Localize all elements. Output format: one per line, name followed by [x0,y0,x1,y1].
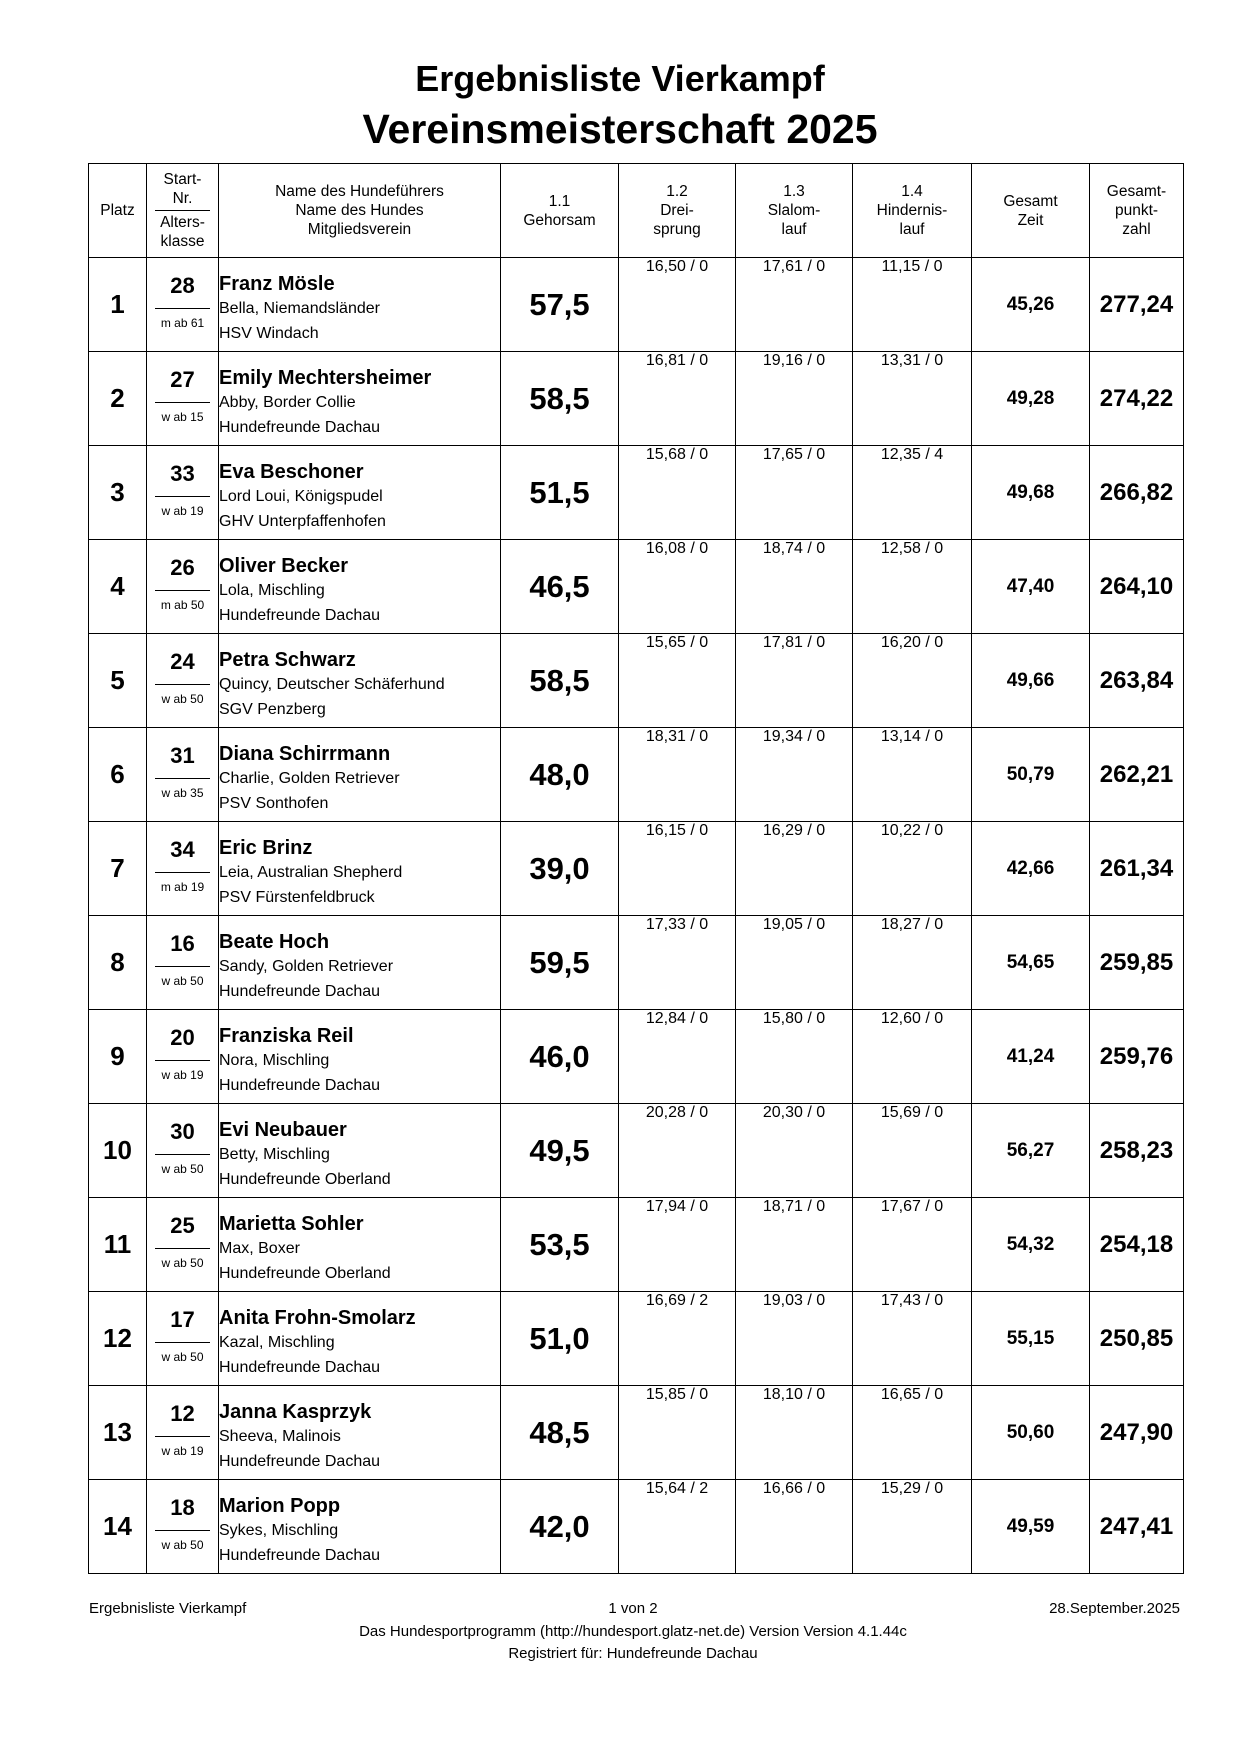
dreisprung-result: 12,84 / 0 [619,1010,736,1104]
start-cell [147,1386,219,1480]
table-row [89,446,1184,540]
slalom-result: 15,80 / 0 [736,1010,853,1104]
start-number: 31 [155,728,210,779]
slalom-result: 16,66 / 0 [736,1480,853,1574]
slalom-result: 19,34 / 0 [736,728,853,822]
verein-name: Hundefreunde Oberland [219,1265,391,1282]
hindernis-result: 16,20 / 0 [853,634,972,728]
platz-cell: 7 [89,822,147,916]
gesamtzeit-value: 56,27 [972,1104,1090,1198]
hundefuehrer-name: Oliver Becker [219,555,348,577]
platz-cell: 8 [89,916,147,1010]
platz-cell: 6 [89,728,147,822]
platz-cell: 9 [89,1010,147,1104]
header-name-line: Name des Hundeführers [275,183,444,200]
hindernis-result: 10,22 / 0 [853,822,972,916]
start-cell [147,1292,219,1386]
hund-name: Sandy, Golden Retriever [219,958,394,975]
verein-name: SGV Penzberg [219,701,326,718]
gehorsam-score: 59,5 [501,916,619,1010]
altersklasse: m ab 50 [160,598,205,612]
footer-software: Das Hundesportprogramm (http://hundesport.glatz-net.de) Version Version 4.1.44c [359,1623,907,1640]
start-cell [147,446,219,540]
table-row [89,1292,1184,1386]
name-cell [219,634,501,728]
header-dreisprung: 1.2 Drei- sprung [619,164,736,258]
hund-name: Charlie, Golden Retriever [219,770,400,787]
punktzahl-value: 266,82 [1090,446,1184,540]
hundefuehrer-name: Franz Mösle [219,273,335,295]
footer-title: Ergebnisliste Vierkampf [89,1600,247,1617]
platz-cell: 4 [89,540,147,634]
start-cell [147,634,219,728]
name-cell [219,258,501,352]
hund-name: Nora, Mischling [219,1052,330,1069]
hundefuehrer-name: Evi Neubauer [219,1119,347,1141]
hund-name: Max, Boxer [219,1240,300,1257]
punktzahl-value: 258,23 [1090,1104,1184,1198]
header-slalom: 1.3 Slalom- lauf [736,164,853,258]
name-cell [219,1198,501,1292]
hindernis-result: 12,60 / 0 [853,1010,972,1104]
punktzahl-value: 259,76 [1090,1010,1184,1104]
hundefuehrer-name: Franziska Reil [219,1025,354,1047]
gesamtzeit-value: 47,40 [972,540,1090,634]
altersklasse: w ab 50 [161,1538,204,1552]
header-platz: Platz [89,164,147,258]
dreisprung-result: 16,81 / 0 [619,352,736,446]
hund-name: Kazal, Mischling [219,1334,335,1351]
slalom-result: 18,71 / 0 [736,1198,853,1292]
gesamtzeit-value: 50,60 [972,1386,1090,1480]
gesamtzeit-value: 54,32 [972,1198,1090,1292]
start-number: 12 [155,1386,210,1437]
altersklasse: m ab 61 [160,316,205,330]
hindernis-result: 16,65 / 0 [853,1386,972,1480]
platz-cell: 14 [89,1480,147,1574]
altersklasse: w ab 50 [161,1162,204,1176]
hindernis-result: 13,14 / 0 [853,728,972,822]
verein-name: Hundefreunde Oberland [219,1171,391,1188]
name-cell [219,822,501,916]
results-table [88,163,1184,1574]
hindernis-result: 15,69 / 0 [853,1104,972,1198]
table-row [89,1010,1184,1104]
altersklasse: w ab 50 [161,692,204,706]
hundefuehrer-name: Anita Frohn-Smolarz [219,1307,416,1329]
table-row [89,634,1184,728]
slalom-result: 20,30 / 0 [736,1104,853,1198]
table-row [89,352,1184,446]
gehorsam-score: 58,5 [501,352,619,446]
gesamtzeit-value: 49,68 [972,446,1090,540]
slalom-result: 17,65 / 0 [736,446,853,540]
footer-date: 28.September.2025 [1049,1600,1180,1617]
hund-name: Lord Loui, Königspudel [219,488,383,505]
gesamtzeit-value: 49,66 [972,634,1090,728]
hundefuehrer-name: Marietta Sohler [219,1213,364,1235]
verein-name: Hundefreunde Dachau [219,1077,381,1094]
altersklasse: w ab 19 [161,1068,204,1082]
start-number: 17 [155,1292,210,1343]
name-cell [219,1386,501,1480]
gehorsam-score: 42,0 [501,1480,619,1574]
platz-cell: 12 [89,1292,147,1386]
hundefuehrer-name: Marion Popp [219,1495,341,1517]
name-cell [219,916,501,1010]
gesamtzeit-value: 45,26 [972,258,1090,352]
dreisprung-result: 20,28 / 0 [619,1104,736,1198]
punktzahl-value: 262,21 [1090,728,1184,822]
gehorsam-score: 46,5 [501,540,619,634]
altersklasse: w ab 15 [161,410,204,424]
name-cell [219,728,501,822]
name-cell [219,1292,501,1386]
verein-name: Hundefreunde Dachau [219,983,381,1000]
name-cell [219,1104,501,1198]
altersklasse: w ab 50 [161,974,204,988]
dreisprung-result: 16,15 / 0 [619,822,736,916]
dreisprung-result: 17,33 / 0 [619,916,736,1010]
altersklasse: w ab 19 [161,504,204,518]
gesamtzeit-value: 50,79 [972,728,1090,822]
table-row [89,1104,1184,1198]
table-row [89,1480,1184,1574]
dreisprung-result: 17,94 / 0 [619,1198,736,1292]
start-number: 30 [155,1104,210,1155]
gehorsam-score: 57,5 [501,258,619,352]
start-cell [147,1198,219,1292]
start-number: 18 [155,1480,210,1531]
page-title: Ergebnisliste Vierkampf [415,58,825,99]
slalom-result: 18,10 / 0 [736,1386,853,1480]
platz-cell: 5 [89,634,147,728]
hundefuehrer-name: Diana Schirrmann [219,743,391,765]
start-number: 28 [155,258,210,309]
verein-name: Hundefreunde Dachau [219,419,381,436]
header-altersklasse: Alters- klasse [160,214,205,250]
platz-cell: 2 [89,352,147,446]
start-cell [147,1010,219,1104]
gehorsam-score: 51,0 [501,1292,619,1386]
dreisprung-result: 16,69 / 2 [619,1292,736,1386]
punktzahl-value: 247,90 [1090,1386,1184,1480]
table-row [89,728,1184,822]
gesamtzeit-value: 41,24 [972,1010,1090,1104]
verein-name: Hundefreunde Dachau [219,1453,381,1470]
gehorsam-score: 58,5 [501,634,619,728]
gesamtzeit-value: 49,28 [972,352,1090,446]
verein-name: PSV Fürstenfeldbruck [219,889,375,906]
hindernis-result: 17,43 / 0 [853,1292,972,1386]
slalom-result: 17,81 / 0 [736,634,853,728]
name-cell [219,1480,501,1574]
hund-name: Abby, Border Collie [219,394,356,411]
platz-cell: 3 [89,446,147,540]
start-number: 26 [155,540,210,591]
start-number: 20 [155,1010,210,1061]
altersklasse: w ab 19 [161,1444,204,1458]
start-number: 34 [155,822,210,873]
hindernis-result: 15,29 / 0 [853,1480,972,1574]
hund-name: Sykes, Mischling [219,1522,339,1539]
table-row [89,1386,1184,1480]
platz-cell: 13 [89,1386,147,1480]
start-cell [147,1480,219,1574]
name-cell [219,1010,501,1104]
dreisprung-result: 18,31 / 0 [619,728,736,822]
page-subtitle: Vereinsmeisterschaft 2025 [362,106,878,152]
hund-name: Sheeva, Malinois [219,1428,341,1445]
punktzahl-value: 250,85 [1090,1292,1184,1386]
slalom-result: 19,03 / 0 [736,1292,853,1386]
table-row [89,916,1184,1010]
start-cell [147,728,219,822]
altersklasse: w ab 35 [161,786,204,800]
hundefuehrer-name: Eric Brinz [219,837,313,859]
header-name-line: Name des Hundes [295,202,424,219]
platz-cell: 11 [89,1198,147,1292]
altersklasse: w ab 50 [161,1350,204,1364]
header-gehorsam: 1.1 Gehorsam [501,164,619,258]
hundefuehrer-name: Petra Schwarz [219,649,356,671]
header-hindernis: 1.4 Hindernis- lauf [853,164,972,258]
slalom-result: 16,29 / 0 [736,822,853,916]
hund-name: Leia, Australian Shepherd [219,864,403,881]
header-start-nr: Start- Nr. [155,170,210,211]
start-cell [147,1104,219,1198]
header-punktzahl: Gesamt- punkt- zahl [1090,164,1184,258]
hundefuehrer-name: Emily Mechtersheimer [219,367,432,389]
name-cell [219,540,501,634]
header-name [219,164,501,258]
start-number: 16 [155,916,210,967]
footer-registration: Registriert für: Hundefreunde Dachau [508,1645,758,1662]
slalom-result: 18,74 / 0 [736,540,853,634]
hund-name: Quincy, Deutscher Schäferhund [219,676,445,693]
platz-cell: 10 [89,1104,147,1198]
start-cell [147,916,219,1010]
verein-name: Hundefreunde Dachau [219,1359,381,1376]
gesamtzeit-value: 54,65 [972,916,1090,1010]
start-cell [147,822,219,916]
gehorsam-score: 49,5 [501,1104,619,1198]
hindernis-result: 18,27 / 0 [853,916,972,1010]
dreisprung-result: 16,50 / 0 [619,258,736,352]
start-cell [147,258,219,352]
hindernis-result: 13,31 / 0 [853,352,972,446]
verein-name: Hundefreunde Dachau [219,607,381,624]
hund-name: Lola, Mischling [219,582,325,599]
hund-name: Bella, Niemandsländer [219,300,380,317]
punktzahl-value: 274,22 [1090,352,1184,446]
altersklasse: m ab 19 [160,880,205,894]
gesamtzeit-value: 55,15 [972,1292,1090,1386]
punktzahl-value: 277,24 [1090,258,1184,352]
slalom-result: 19,05 / 0 [736,916,853,1010]
gehorsam-score: 48,5 [501,1386,619,1480]
dreisprung-result: 16,08 / 0 [619,540,736,634]
dreisprung-result: 15,68 / 0 [619,446,736,540]
footer-page-number: 1 von 2 [608,1600,658,1617]
gesamtzeit-value: 49,59 [972,1480,1090,1574]
dreisprung-result: 15,64 / 2 [619,1480,736,1574]
table-row [89,258,1184,352]
dreisprung-result: 15,85 / 0 [619,1386,736,1480]
hundefuehrer-name: Beate Hoch [219,931,330,953]
hundefuehrer-name: Janna Kasprzyk [219,1401,372,1423]
hund-name: Betty, Mischling [219,1146,330,1163]
slalom-result: 19,16 / 0 [736,352,853,446]
table-row [89,822,1184,916]
hindernis-result: 12,58 / 0 [853,540,972,634]
table-row [89,1198,1184,1292]
table-row [89,540,1184,634]
gehorsam-score: 46,0 [501,1010,619,1104]
header-row [89,164,1184,258]
punktzahl-value: 261,34 [1090,822,1184,916]
header-start [147,164,219,258]
slalom-result: 17,61 / 0 [736,258,853,352]
punktzahl-value: 259,85 [1090,916,1184,1010]
dreisprung-result: 15,65 / 0 [619,634,736,728]
start-number: 25 [155,1198,210,1249]
punktzahl-value: 264,10 [1090,540,1184,634]
hundefuehrer-name: Eva Beschoner [219,461,364,483]
gehorsam-score: 51,5 [501,446,619,540]
start-number: 27 [155,352,210,403]
start-number: 33 [155,446,210,497]
name-cell [219,352,501,446]
gehorsam-score: 53,5 [501,1198,619,1292]
hindernis-result: 17,67 / 0 [853,1198,972,1292]
start-number: 24 [155,634,210,685]
name-cell [219,446,501,540]
gesamtzeit-value: 42,66 [972,822,1090,916]
verein-name: Hundefreunde Dachau [219,1547,381,1564]
punktzahl-value: 247,41 [1090,1480,1184,1574]
hindernis-result: 11,15 / 0 [853,258,972,352]
verein-name: HSV Windach [219,325,319,342]
start-cell [147,540,219,634]
verein-name: GHV Unterpfaffenhofen [219,513,386,530]
verein-name: PSV Sonthofen [219,795,329,812]
gehorsam-score: 39,0 [501,822,619,916]
header-name-line: Mitgliedsverein [307,221,412,238]
hindernis-result: 12,35 / 4 [853,446,972,540]
platz-cell: 1 [89,258,147,352]
punktzahl-value: 254,18 [1090,1198,1184,1292]
header-gesamtzeit: Gesamt Zeit [972,164,1090,258]
start-cell [147,352,219,446]
gehorsam-score: 48,0 [501,728,619,822]
punktzahl-value: 263,84 [1090,634,1184,728]
altersklasse: w ab 50 [161,1256,204,1270]
